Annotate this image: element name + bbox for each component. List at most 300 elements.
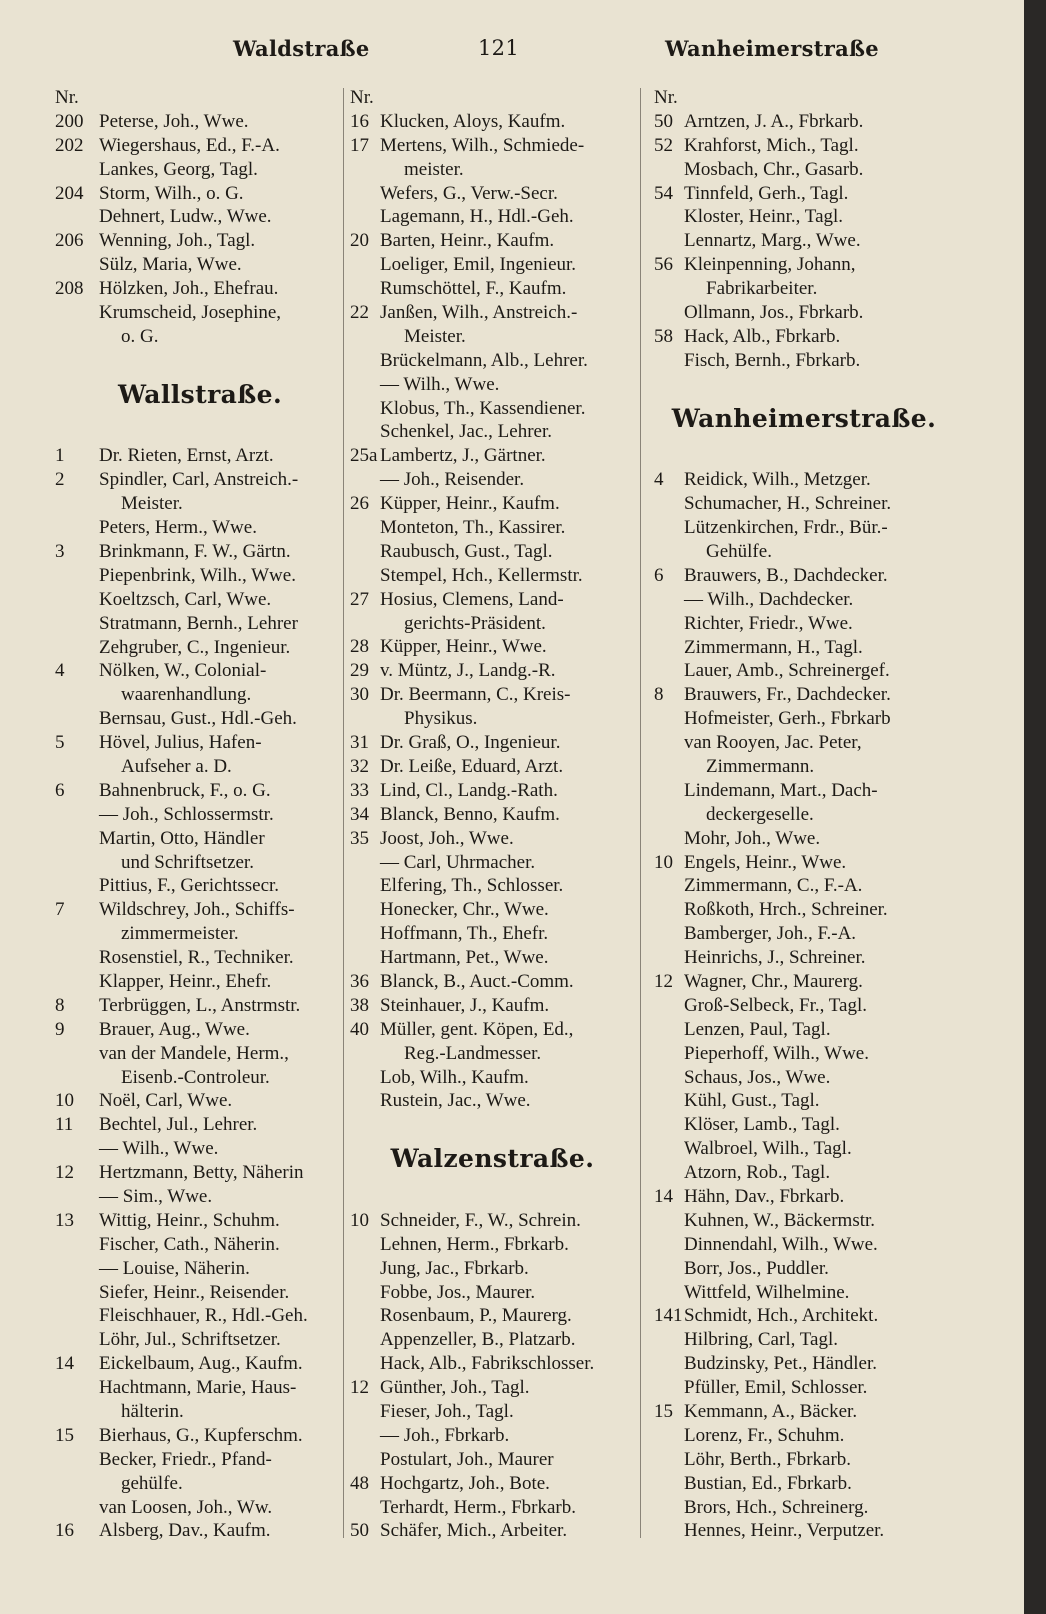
resident-entry: Hofmeister, Gerh., Fbrkarb bbox=[684, 708, 891, 730]
directory-entry bbox=[350, 301, 635, 325]
resident-entry: Fobbe, Jos., Maurer. bbox=[380, 1281, 536, 1303]
directory-entry bbox=[654, 253, 954, 277]
resident-entry: Günther, Joh., Tagl. bbox=[380, 1377, 530, 1399]
entry-continuation bbox=[350, 1042, 635, 1066]
resident-entry: Hähn, Dav., Fbrkarb. bbox=[684, 1185, 845, 1207]
resident-entry: Lind, Cl., Landg.-Rath. bbox=[380, 779, 558, 801]
directory-entry bbox=[350, 444, 635, 468]
directory-entry bbox=[55, 1519, 345, 1543]
house-number: 9 bbox=[55, 1018, 65, 1040]
directory-entry bbox=[350, 540, 635, 564]
directory-entry bbox=[350, 134, 635, 158]
directory-entry bbox=[55, 994, 345, 1018]
directory-entry bbox=[55, 1137, 345, 1161]
house-number: 12 bbox=[350, 1377, 369, 1399]
directory-entry bbox=[350, 898, 635, 922]
entry-continuation-text: und Schriftsetzer. bbox=[121, 851, 254, 873]
resident-entry: Janßen, Wilh., Anstreich.- bbox=[380, 302, 578, 324]
resident-entry: Brückelmann, Alb., Lehrer. bbox=[380, 349, 588, 371]
house-number: 34 bbox=[350, 803, 369, 825]
directory-entry bbox=[654, 1448, 954, 1472]
directory-entry bbox=[654, 779, 954, 803]
directory-entry bbox=[350, 277, 635, 301]
directory-entry bbox=[350, 492, 635, 516]
resident-entry: Löhr, Jul., Schriftsetzer. bbox=[99, 1329, 281, 1351]
resident-entry: Lambertz, J., Gärtner. bbox=[380, 445, 546, 467]
resident-entry: Fisch, Bernh., Fbrkarb. bbox=[684, 349, 861, 371]
resident-entry: Martin, Otto, Händler bbox=[99, 827, 265, 849]
resident-entry: Heinrichs, J., Schreiner. bbox=[684, 947, 866, 969]
house-number: 12 bbox=[55, 1162, 74, 1184]
entry-continuation bbox=[55, 683, 345, 707]
directory-entry bbox=[55, 277, 345, 301]
house-number: 50 bbox=[350, 1520, 369, 1542]
resident-entry: Bernsau, Gust., Hdl.-Geh. bbox=[99, 708, 297, 730]
house-number: 27 bbox=[350, 588, 369, 610]
resident-entry: Schäfer, Mich., Arbeiter. bbox=[380, 1520, 568, 1542]
resident-entry: Honecker, Chr., Wwe. bbox=[380, 899, 549, 921]
entry-continuation-text: o. G. bbox=[121, 325, 159, 347]
resident-entry: Dinnendahl, Wilh., Wwe. bbox=[684, 1233, 878, 1255]
directory-entry bbox=[350, 779, 635, 803]
resident-entry: Klapper, Heinr., Ehefr. bbox=[99, 970, 272, 992]
resident-entry: Brauwers, Fr., Dachdecker. bbox=[684, 684, 891, 706]
directory-entry bbox=[350, 994, 635, 1018]
house-number: 204 bbox=[55, 182, 84, 204]
directory-entry bbox=[654, 1042, 954, 1066]
resident-entry: Reidick, Wilh., Metzger. bbox=[684, 469, 871, 491]
resident-entry: Schneider, F., W., Schrein. bbox=[380, 1209, 581, 1231]
directory-entry bbox=[55, 134, 345, 158]
directory-entry bbox=[55, 229, 345, 253]
spacer bbox=[55, 349, 345, 373]
directory-entry bbox=[654, 707, 954, 731]
resident-entry: Mosbach, Chr., Gasarb. bbox=[684, 158, 864, 180]
resident-entry: Hilbring, Carl, Tagl. bbox=[684, 1329, 838, 1351]
directory-entry bbox=[55, 1209, 345, 1233]
directory-entry bbox=[350, 1376, 635, 1400]
resident-entry: Dr. Graß, O., Ingenieur. bbox=[380, 732, 561, 754]
entry-continuation-text: Aufseher a. D. bbox=[121, 755, 232, 777]
directory-entry bbox=[350, 1304, 635, 1328]
resident-entry: Loeliger, Emil, Ingenieur. bbox=[380, 254, 577, 276]
resident-entry: Hölzken, Joh., Ehefrau. bbox=[99, 278, 279, 300]
directory-entry bbox=[350, 373, 635, 397]
directory-entry bbox=[654, 1257, 954, 1281]
entry-continuation bbox=[55, 492, 345, 516]
directory-entry bbox=[55, 1185, 345, 1209]
resident-entry: Hochgartz, Joh., Bote. bbox=[380, 1472, 550, 1494]
house-number: 206 bbox=[55, 230, 84, 252]
directory-entry bbox=[55, 1448, 345, 1472]
resident-entry: Becker, Friedr., Pfand- bbox=[99, 1448, 272, 1470]
resident-entry: Wenning, Joh., Tagl. bbox=[99, 230, 256, 252]
resident-entry: Wiegershaus, Ed., F.-A. bbox=[99, 134, 280, 156]
directory-entry bbox=[55, 970, 345, 994]
entry-continuation-text: hälterin. bbox=[121, 1401, 184, 1422]
directory-entry bbox=[654, 564, 954, 588]
resident-entry: Hövel, Julius, Hafen- bbox=[99, 732, 262, 754]
resident-entry: Pittius, F., Gerichtssecr. bbox=[99, 875, 280, 897]
resident-entry: Wittfeld, Wilhelmine. bbox=[684, 1281, 850, 1303]
resident-entry: Appenzeller, B., Platzarb. bbox=[380, 1329, 576, 1351]
house-number: 25a bbox=[350, 445, 378, 467]
resident-entry: Hertzmann, Betty, Näherin bbox=[99, 1162, 304, 1184]
directory-entry bbox=[55, 444, 345, 468]
directory-entry bbox=[350, 1089, 635, 1113]
house-number: 26 bbox=[350, 493, 369, 515]
resident-entry: Storm, Wilh., o. G. bbox=[99, 182, 244, 204]
directory-entry bbox=[55, 1496, 345, 1520]
house-number: 7 bbox=[55, 899, 65, 921]
spacer bbox=[55, 420, 345, 444]
directory-entry bbox=[55, 946, 345, 970]
directory-entry bbox=[350, 564, 635, 588]
directory-entry bbox=[654, 229, 954, 253]
entry-continuation bbox=[55, 325, 345, 349]
directory-entry bbox=[350, 1257, 635, 1281]
directory-entry bbox=[654, 1496, 954, 1520]
house-number: Nr. bbox=[654, 87, 678, 108]
page-edge bbox=[1024, 0, 1046, 1614]
resident-entry: Hartmann, Pet., Wwe. bbox=[380, 947, 549, 969]
entry-continuation bbox=[55, 1400, 345, 1424]
house-number: 14 bbox=[654, 1185, 673, 1207]
directory-entry bbox=[654, 1209, 954, 1233]
resident-entry: Siefer, Heinr., Reisender. bbox=[99, 1281, 290, 1303]
entry-continuation-text: Meister. bbox=[404, 325, 466, 347]
resident-entry: Küpper, Heinr., Kaufm. bbox=[380, 493, 560, 515]
directory-entry bbox=[654, 659, 954, 683]
entry-continuation-text: Physikus. bbox=[404, 708, 478, 730]
directory-entry bbox=[654, 1424, 954, 1448]
resident-entry: Nölken, W., Colonial- bbox=[99, 660, 267, 682]
directory-entry bbox=[350, 1424, 635, 1448]
entry-continuation-text: gerichts-Präsident. bbox=[404, 612, 546, 634]
directory-entry bbox=[654, 683, 954, 707]
directory-entry bbox=[350, 1496, 635, 1520]
resident-entry: Mohr, Joh., Wwe. bbox=[684, 827, 821, 849]
running-head-left: Waldstraße bbox=[233, 36, 370, 61]
directory-entry bbox=[350, 635, 635, 659]
house-number: 31 bbox=[350, 732, 369, 754]
resident-entry: Alsberg, Dav., Kaufm. bbox=[99, 1520, 271, 1542]
entry-continuation-text: meister. bbox=[404, 158, 464, 180]
resident-entry: Monteton, Th., Kassirer. bbox=[380, 517, 566, 539]
directory-entry bbox=[350, 1018, 635, 1042]
resident-entry: Löhr, Berth., Fbrkarb. bbox=[684, 1448, 852, 1470]
resident-entry: Lorenz, Fr., Schuhm. bbox=[684, 1424, 845, 1446]
house-number: 11 bbox=[55, 1114, 74, 1136]
directory-entry bbox=[350, 683, 635, 707]
resident-entry: Peterse, Joh., Wwe. bbox=[99, 110, 249, 132]
resident-entry: Wittig, Heinr., Schuhm. bbox=[99, 1209, 280, 1231]
resident-entry: Koeltzsch, Carl, Wwe. bbox=[99, 588, 272, 610]
directory-entry bbox=[55, 779, 345, 803]
resident-entry: Dr. Beermann, C., Kreis- bbox=[380, 684, 571, 706]
directory-entry bbox=[654, 182, 954, 206]
directory-entry bbox=[55, 1328, 345, 1352]
directory-entry bbox=[654, 205, 954, 229]
resident-entry: Brauwers, B., Dachdecker. bbox=[684, 564, 888, 586]
directory-entry bbox=[654, 1519, 954, 1543]
resident-entry: Bierhaus, G., Kupferschm. bbox=[99, 1424, 303, 1446]
resident-entry: Dr. Leiße, Eduard, Arzt. bbox=[380, 755, 564, 777]
resident-entry: Bustian, Ed., Fbrkarb. bbox=[684, 1472, 852, 1494]
directory-entry bbox=[654, 86, 954, 110]
directory-entry bbox=[654, 1304, 954, 1328]
directory-entry bbox=[55, 1376, 345, 1400]
resident-entry: Bahnenbruck, F., o. G. bbox=[99, 779, 271, 801]
resident-entry: Piepenbrink, Wilh., Wwe. bbox=[99, 564, 296, 586]
directory-entry bbox=[350, 229, 635, 253]
entry-continuation bbox=[55, 1066, 345, 1090]
entry-continuation-text: zimmermeister. bbox=[121, 923, 239, 945]
spacer bbox=[350, 1185, 635, 1209]
house-number: 58 bbox=[654, 325, 673, 347]
entry-continuation-text: deckergeselle. bbox=[706, 803, 814, 825]
directory-entry bbox=[654, 636, 954, 660]
house-number: 15 bbox=[55, 1424, 74, 1446]
directory-entry bbox=[55, 110, 345, 134]
directory-entry bbox=[55, 1352, 345, 1376]
house-number: 16 bbox=[55, 1520, 74, 1542]
directory-entry bbox=[350, 827, 635, 851]
resident-entry: Arntzen, J. A., Fbrkarb. bbox=[684, 110, 864, 132]
directory-entry bbox=[654, 492, 954, 516]
entry-continuation bbox=[55, 922, 345, 946]
resident-entry: Terhardt, Herm., Fbrkarb. bbox=[380, 1496, 576, 1518]
resident-entry: Jung, Jac., Fbrkarb. bbox=[380, 1257, 529, 1279]
house-number: 40 bbox=[350, 1018, 369, 1040]
spacer bbox=[654, 373, 954, 397]
resident-entry: Müller, gent. Köpen, Ed., bbox=[380, 1018, 574, 1040]
entry-continuation-text: Zimmermann. bbox=[706, 755, 815, 777]
resident-entry: Rustein, Jac., Wwe. bbox=[380, 1090, 531, 1112]
resident-entry: Klobus, Th., Kassendiener. bbox=[380, 397, 586, 419]
resident-entry: Lankes, Georg, Tagl. bbox=[99, 158, 258, 180]
resident-entry: — Wilh., Dachdecker. bbox=[684, 588, 854, 610]
entry-continuation bbox=[350, 612, 635, 636]
directory-entry bbox=[55, 516, 345, 540]
house-number: 30 bbox=[350, 684, 369, 706]
resident-entry: Raubusch, Gust., Tagl. bbox=[380, 540, 553, 562]
directory-entry bbox=[654, 874, 954, 898]
resident-entry: Noël, Carl, Wwe. bbox=[99, 1090, 233, 1112]
street-heading-text: Walzenstraße. bbox=[390, 1144, 595, 1174]
resident-entry: Peters, Herm., Wwe. bbox=[99, 517, 257, 539]
house-number: Nr. bbox=[350, 87, 374, 108]
directory-entry bbox=[654, 158, 954, 182]
resident-entry: van Rooyen, Jac. Peter, bbox=[684, 732, 862, 754]
directory-entry bbox=[55, 1042, 345, 1066]
resident-entry: Atzorn, Rob., Tagl. bbox=[684, 1162, 831, 1184]
entry-continuation bbox=[654, 277, 954, 301]
directory-entry bbox=[654, 1233, 954, 1257]
directory-entry bbox=[350, 1472, 635, 1496]
resident-entry: Walbroel, Wilh., Tagl. bbox=[684, 1138, 852, 1160]
resident-entry: Groß-Selbeck, Fr., Tagl. bbox=[684, 994, 868, 1016]
directory-entry bbox=[654, 516, 954, 540]
resident-entry: — Sim., Wwe. bbox=[99, 1185, 213, 1207]
directory-entry bbox=[350, 1519, 635, 1543]
resident-entry: Brauer, Aug., Wwe. bbox=[99, 1018, 250, 1040]
directory-entry bbox=[55, 468, 345, 492]
resident-entry: Wefers, G., Verw.-Secr. bbox=[380, 182, 558, 204]
resident-entry: Lützenkirchen, Frdr., Bür.- bbox=[684, 517, 888, 539]
house-number: 1 bbox=[55, 445, 65, 467]
entry-continuation bbox=[350, 707, 635, 731]
house-number: 35 bbox=[350, 827, 369, 849]
resident-entry: Pfüller, Emil, Schlosser. bbox=[684, 1377, 868, 1399]
house-number: 50 bbox=[654, 110, 673, 132]
directory-entry bbox=[350, 1209, 635, 1233]
resident-entry: Stempel, Hch., Kellermstr. bbox=[380, 564, 583, 586]
resident-entry: van der Mandele, Herm., bbox=[99, 1042, 289, 1064]
resident-entry: Engels, Heinr., Wwe. bbox=[684, 851, 847, 873]
house-number: 15 bbox=[654, 1401, 673, 1422]
house-number: 56 bbox=[654, 254, 673, 276]
resident-entry: Klöser, Lamb., Tagl. bbox=[684, 1114, 840, 1136]
directory-entry bbox=[654, 1400, 954, 1424]
directory-entry bbox=[654, 134, 954, 158]
resident-entry: Lennartz, Marg., Wwe. bbox=[684, 230, 861, 252]
resident-entry: Fleischhauer, R., Hdl.-Geh. bbox=[99, 1305, 308, 1327]
directory-entry bbox=[55, 1257, 345, 1281]
directory-entry bbox=[654, 349, 954, 373]
resident-entry: Hoffmann, Th., Ehefr. bbox=[380, 923, 549, 945]
directory-entry bbox=[55, 1161, 345, 1185]
resident-entry: Lob, Wilh., Kaufm. bbox=[380, 1066, 529, 1088]
directory-entry bbox=[654, 1113, 954, 1137]
house-number: Nr. bbox=[55, 87, 79, 108]
house-number: 16 bbox=[350, 110, 369, 132]
resident-entry: Zimmermann, C., F.-A. bbox=[684, 875, 863, 897]
directory-entry bbox=[55, 659, 345, 683]
resident-entry: — Carl, Uhrmacher. bbox=[380, 851, 536, 873]
resident-entry: Blanck, Benno, Kaufm. bbox=[380, 803, 560, 825]
resident-entry: Borr, Jos., Puddler. bbox=[684, 1257, 829, 1279]
directory-entry bbox=[350, 397, 635, 421]
entry-continuation bbox=[350, 325, 635, 349]
entry-continuation-text: Fabrikarbeiter. bbox=[706, 278, 818, 300]
spacer bbox=[654, 444, 954, 468]
resident-entry: Fieser, Joh., Tagl. bbox=[380, 1401, 514, 1422]
resident-entry: Kühl, Gust., Tagl. bbox=[684, 1090, 820, 1112]
resident-entry: — Joh., Fbrkarb. bbox=[380, 1424, 510, 1446]
resident-entry: Eickelbaum, Aug., Kaufm. bbox=[99, 1353, 303, 1375]
resident-entry: — Joh., Schlossermstr. bbox=[99, 803, 274, 825]
directory-entry bbox=[350, 731, 635, 755]
resident-entry: Steinhauer, J., Kaufm. bbox=[380, 994, 550, 1016]
directory-entry bbox=[55, 636, 345, 660]
resident-entry: Rosenstiel, R., Techniker. bbox=[99, 947, 294, 969]
directory-entry bbox=[55, 301, 345, 325]
directory-column-1 bbox=[55, 86, 345, 1543]
directory-entry bbox=[654, 612, 954, 636]
entry-continuation bbox=[654, 803, 954, 827]
resident-entry: Budzinsky, Pet., Händler. bbox=[684, 1353, 877, 1375]
house-number: 2 bbox=[55, 469, 65, 491]
directory-entry bbox=[654, 1472, 954, 1496]
house-number: 12 bbox=[654, 970, 673, 992]
resident-entry: Hennes, Heinr., Verputzer. bbox=[684, 1520, 885, 1542]
directory-entry bbox=[350, 851, 635, 875]
directory-entry bbox=[55, 540, 345, 564]
resident-entry: Wildschrey, Joh., Schiffs- bbox=[99, 899, 295, 921]
resident-entry: Bechtel, Jul., Lehrer. bbox=[99, 1114, 258, 1136]
directory-entry bbox=[350, 420, 635, 444]
house-number: 14 bbox=[55, 1353, 74, 1375]
resident-entry: Kleinpenning, Johann, bbox=[684, 254, 856, 276]
entry-continuation-text: waarenhandlung. bbox=[121, 684, 252, 706]
street-heading bbox=[55, 373, 345, 421]
directory-entry bbox=[55, 86, 345, 110]
house-number: 10 bbox=[55, 1090, 74, 1112]
resident-entry: Kemmann, A., Bäcker. bbox=[684, 1401, 858, 1422]
house-number: 4 bbox=[654, 469, 664, 491]
resident-entry: Tinnfeld, Gerh., Tagl. bbox=[684, 182, 849, 204]
resident-entry: Sülz, Maria, Wwe. bbox=[99, 254, 242, 276]
resident-entry: Schenkel, Jac., Lehrer. bbox=[380, 421, 552, 443]
directory-entry bbox=[350, 253, 635, 277]
resident-entry: Schaus, Jos., Wwe. bbox=[684, 1066, 831, 1088]
house-number: 38 bbox=[350, 994, 369, 1016]
street-heading bbox=[350, 1137, 635, 1185]
house-number: 6 bbox=[55, 779, 65, 801]
entry-continuation-text: Meister. bbox=[121, 493, 183, 515]
entry-continuation bbox=[55, 755, 345, 779]
house-number: 6 bbox=[654, 564, 664, 586]
directory-entry bbox=[654, 898, 954, 922]
directory-entry bbox=[350, 922, 635, 946]
street-heading-text: Wanheimerstraße. bbox=[671, 403, 937, 433]
house-number: 36 bbox=[350, 970, 369, 992]
resident-entry: Mertens, Wilh., Schmiede- bbox=[380, 134, 585, 156]
directory-entry bbox=[350, 946, 635, 970]
house-number: 10 bbox=[350, 1209, 369, 1231]
directory-entry bbox=[350, 970, 635, 994]
directory-entry bbox=[55, 564, 345, 588]
directory-entry bbox=[350, 182, 635, 206]
directory-entry bbox=[350, 1352, 635, 1376]
directory-entry bbox=[654, 588, 954, 612]
directory-entry bbox=[55, 707, 345, 731]
directory-entry bbox=[55, 827, 345, 851]
directory-entry bbox=[654, 946, 954, 970]
directory-column-3 bbox=[654, 86, 954, 1543]
house-number: 13 bbox=[55, 1209, 74, 1231]
resident-entry: van Loosen, Joh., Ww. bbox=[99, 1496, 273, 1518]
resident-entry: Rumschöttel, F., Kaufm. bbox=[380, 278, 567, 300]
directory-entry bbox=[55, 588, 345, 612]
entry-continuation bbox=[654, 540, 954, 564]
resident-entry: — Joh., Reisender. bbox=[380, 469, 525, 491]
house-number: 8 bbox=[654, 684, 664, 706]
house-number: 20 bbox=[350, 230, 369, 252]
resident-entry: Dehnert, Ludw., Wwe. bbox=[99, 206, 272, 228]
house-number: 141 bbox=[654, 1305, 683, 1327]
resident-entry: Krahforst, Mich., Tagl. bbox=[684, 134, 859, 156]
directory-entry bbox=[350, 1233, 635, 1257]
house-number: 208 bbox=[55, 278, 84, 300]
directory-entry bbox=[350, 803, 635, 827]
directory-entry bbox=[55, 158, 345, 182]
resident-entry: Bamberger, Joh., F.-A. bbox=[684, 923, 857, 945]
directory-entry bbox=[350, 1281, 635, 1305]
house-number: 33 bbox=[350, 779, 369, 801]
directory-entry bbox=[55, 1424, 345, 1448]
